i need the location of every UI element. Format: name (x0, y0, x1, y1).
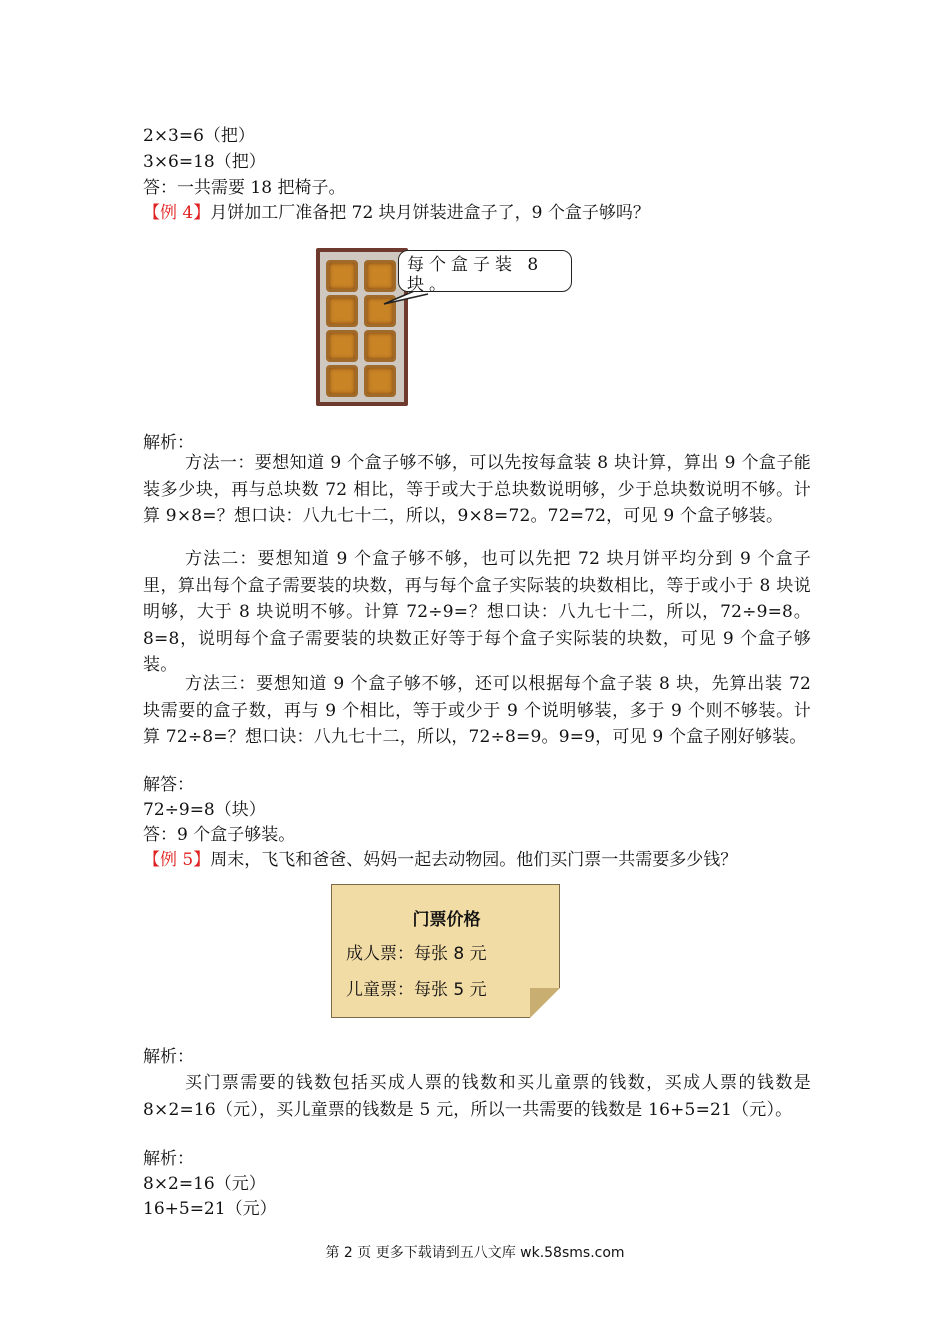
mooncake (364, 365, 396, 397)
method-two-paragraph: 方法二：要想知道 9 个盒子够不够，也可以先把 72 块月饼平均分到 9 个盒子里，算出每个盒子需要装的块数，再与每个盒子实际装的块数相比，等于或小于 8 块说明够，大于 8 块说明不够。计算 72÷9=？想口诀：八九七十二，所以，72÷9=8。8=8，说明每个盒子需要装的块数正好等于每个盒子实际装的块数，可见 9 个盒子够装。 (143, 549, 811, 675)
method-three-paragraph: 方法三：要想知道 9 个盒子够不够，还可以根据每个盒子装 8 块，先算出装 72 块需要的盒子数，再与 9 个相比，等于或少于 9 个说明够装，多于 9 个则不够装。计算 72÷8=？想口诀：八九七十二，所以，72÷8=9。9=9，可见 9 个盒子刚好够装。 (143, 674, 811, 747)
mooncake (326, 365, 358, 397)
answer-line: 答：一共需要 18 把椅子。 (143, 178, 346, 198)
analysis-label: 解析： (143, 433, 194, 453)
mooncake (326, 295, 358, 327)
adult-ticket-price: 成人票：每张 8 元 (346, 944, 487, 964)
example-4-question: 月饼加工厂准备把 72 块月饼装进盒子了，9 个盒子够吗？ (210, 203, 650, 223)
calc-line-1: 2×3=6（把） (143, 126, 255, 146)
analysis-label-3: 解析： (143, 1149, 194, 1169)
answer-label: 解答： (143, 775, 194, 795)
ticket-title: 门票价格 (412, 910, 481, 930)
mooncake (326, 260, 358, 292)
child-ticket-price: 儿童票：每张 5 元 (346, 980, 487, 1000)
page-footer: 第 2 页 更多下载请到五八文库 wk.58sms.com (325, 1245, 625, 1261)
method-one-paragraph: 方法一：要想知道 9 个盒子够不够，可以先按每盒装 8 块计算，算出 9 个盒子能装多少块，再与总块数 72 相比，等于或大于总块数说明够，少于总块数说明不够。计算 9×8=？想口诀：八九七十二，所以，9×8=72。72=72，可见 9 个盒子够装。 (143, 453, 811, 526)
analysis-label-2: 解析： (143, 1047, 194, 1067)
example-4-tag: 【例 4】 (143, 203, 211, 223)
ticket-calc-1: 8×2=16（元） (143, 1174, 266, 1194)
example-5-heading (143, 847, 737, 873)
calc-line-2: 3×6=18（把） (143, 152, 266, 172)
ticket-analysis-paragraph: 买门票需要的钱数包括买成人票的钱数和买儿童票的钱数，买成人票的钱数是 8×2=16（元），买儿童票的钱数是 5 元，所以一共需要的钱数是 16+5=21（元）。 (143, 1073, 811, 1120)
example-5-question: 周末，飞飞和爸爸、妈妈一起去动物园。他们买门票一共需要多少钱？ (210, 850, 738, 870)
ticket-calc-2: 16+5=21（元） (143, 1199, 277, 1219)
speech-bubble: 每个盒子装 8 块。 (398, 250, 572, 292)
answer-calc: 72÷9=8（块） (143, 800, 266, 820)
example-4-heading (143, 200, 650, 226)
answer-conclusion: 答：9 个盒子够装。 (143, 825, 296, 845)
mooncake (364, 330, 396, 362)
ticket-price-card (331, 884, 560, 1018)
example-5-tag: 【例 5】 (143, 850, 211, 870)
card-corner-fold (530, 988, 560, 1018)
mooncake (326, 330, 358, 362)
